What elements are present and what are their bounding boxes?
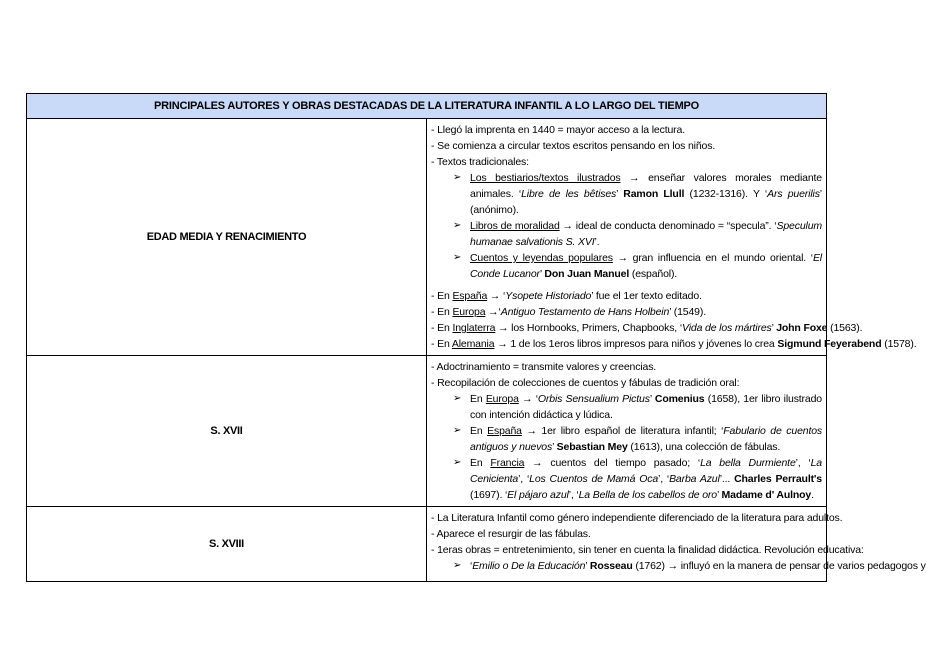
- row-medieval: [27, 119, 827, 356]
- text-line: - Llegó la imprenta en 1440 = mayor acceso a la lectura.: [431, 124, 685, 136]
- header-row: [27, 94, 827, 119]
- bullet-item: ➢ Cuentos y leyendas populares → gran influencia en el mundo oriental. ‘El Conde Lucanor’ Don Juan Manuel (español).: [453, 252, 822, 280]
- content-medieval: [427, 119, 917, 356]
- literature-table: [26, 93, 926, 582]
- bullet-item: ➢ En Europa → ‘Orbis Sensualium Pictus’ Comenius (1658), 1er libro ilustrado con intención didáctica y lúdica.: [453, 393, 822, 421]
- bullet-item: ➢ En Francia → cuentos del tiempo pasado; ‘La bella Durmiente’, ‘La Cenicienta’, ‘Los Cuentos de Mamá Oca’, ‘Barba Azul’... Charles Perrault's (1697). ‘El pájaro azul’, ‘La Bella de los cabellos de oro’ Madame d' Aulnoy.: [453, 457, 822, 501]
- content-xviii: [427, 507, 926, 582]
- text-line: - Recopilación de colecciones de cuentos y fábulas de tradición oral:: [431, 377, 740, 389]
- text-line: - Textos tradicionales:: [431, 156, 529, 168]
- text-line: - En Europa →‘Antiguo Testamento de Hans Holbein’ (1549).: [431, 306, 706, 318]
- arrow-bullet-icon: ➢: [453, 252, 462, 263]
- bullet-item: ➢ Libros de moralidad → ideal de conducta denominado = “specula”. ‘Speculum humanae salvationis S. XVI’.: [453, 220, 822, 248]
- text-line: - Se comienza a circular textos escritos pensando en los niños.: [431, 140, 716, 152]
- row-xvii: [27, 356, 827, 507]
- arrow-bullet-icon: ➢: [453, 393, 462, 404]
- text-line: - En Alemania → 1 de los 1eros libros impresos para niños y jóvenes lo crea Sigmund Feyerabend (1578).: [431, 338, 917, 350]
- table-title: PRINCIPALES AUTORES Y OBRAS DESTACADAS DE LA LITERATURA INFANTIL A LO LARGO DEL TIEMPO: [27, 94, 827, 119]
- text-line: - Adoctrinamiento = transmite valores y creencias.: [431, 361, 657, 373]
- era-label-xviii: S. XVIII: [27, 507, 427, 582]
- text-line: - En España → ‘Ysopete Historiado’ fue el 1er texto editado.: [431, 290, 702, 302]
- text-line: - La Literatura Infantil como género independiente diferenciado de la literatura para adultos.: [431, 512, 843, 524]
- bullet-item: ➢ ‘Emilio o De la Educación’ Rosseau (1762) → influyó en la manera de pensar de varios pedagogos y: [453, 560, 926, 572]
- bullet-item: ➢ Los bestiarios/textos ilustrados → enseñar valores morales mediante animales. ‘Libre de les bêtises’ Ramon Llull (1232-1316). Y ‘Ars puerilis’ (anónimo).: [453, 172, 822, 216]
- content-xvii: [427, 356, 827, 507]
- text-line: - Aparece el resurgir de las fábulas.: [431, 528, 591, 540]
- arrow-bullet-icon: ➢: [453, 172, 462, 183]
- bullet-item: ➢ En España → 1er libro español de literatura infantil; ‘Fabulario de cuentos antiguos y nuevos’ Sebastian Mey (1613), una colección de fábulas.: [453, 425, 822, 453]
- arrow-bullet-icon: ➢: [453, 425, 462, 436]
- arrow-bullet-icon: ➢: [453, 457, 462, 468]
- era-label-xvii: S. XVII: [27, 356, 427, 507]
- era-label-medieval: EDAD MEDIA Y RENACIMIENTO: [27, 119, 427, 356]
- row-xviii: [27, 507, 827, 582]
- text-line: - 1eras obras = entretenimiento, sin tener en cuenta la finalidad didáctica. Revolución educativa:: [431, 544, 864, 556]
- text-line: - En Inglaterra → los Hornbooks, Primers, Chapbooks, ‘Vida de los mártires’ John Foxe (1563).: [431, 322, 863, 334]
- arrow-bullet-icon: ➢: [453, 220, 462, 231]
- arrow-bullet-icon: ➢: [453, 560, 462, 571]
